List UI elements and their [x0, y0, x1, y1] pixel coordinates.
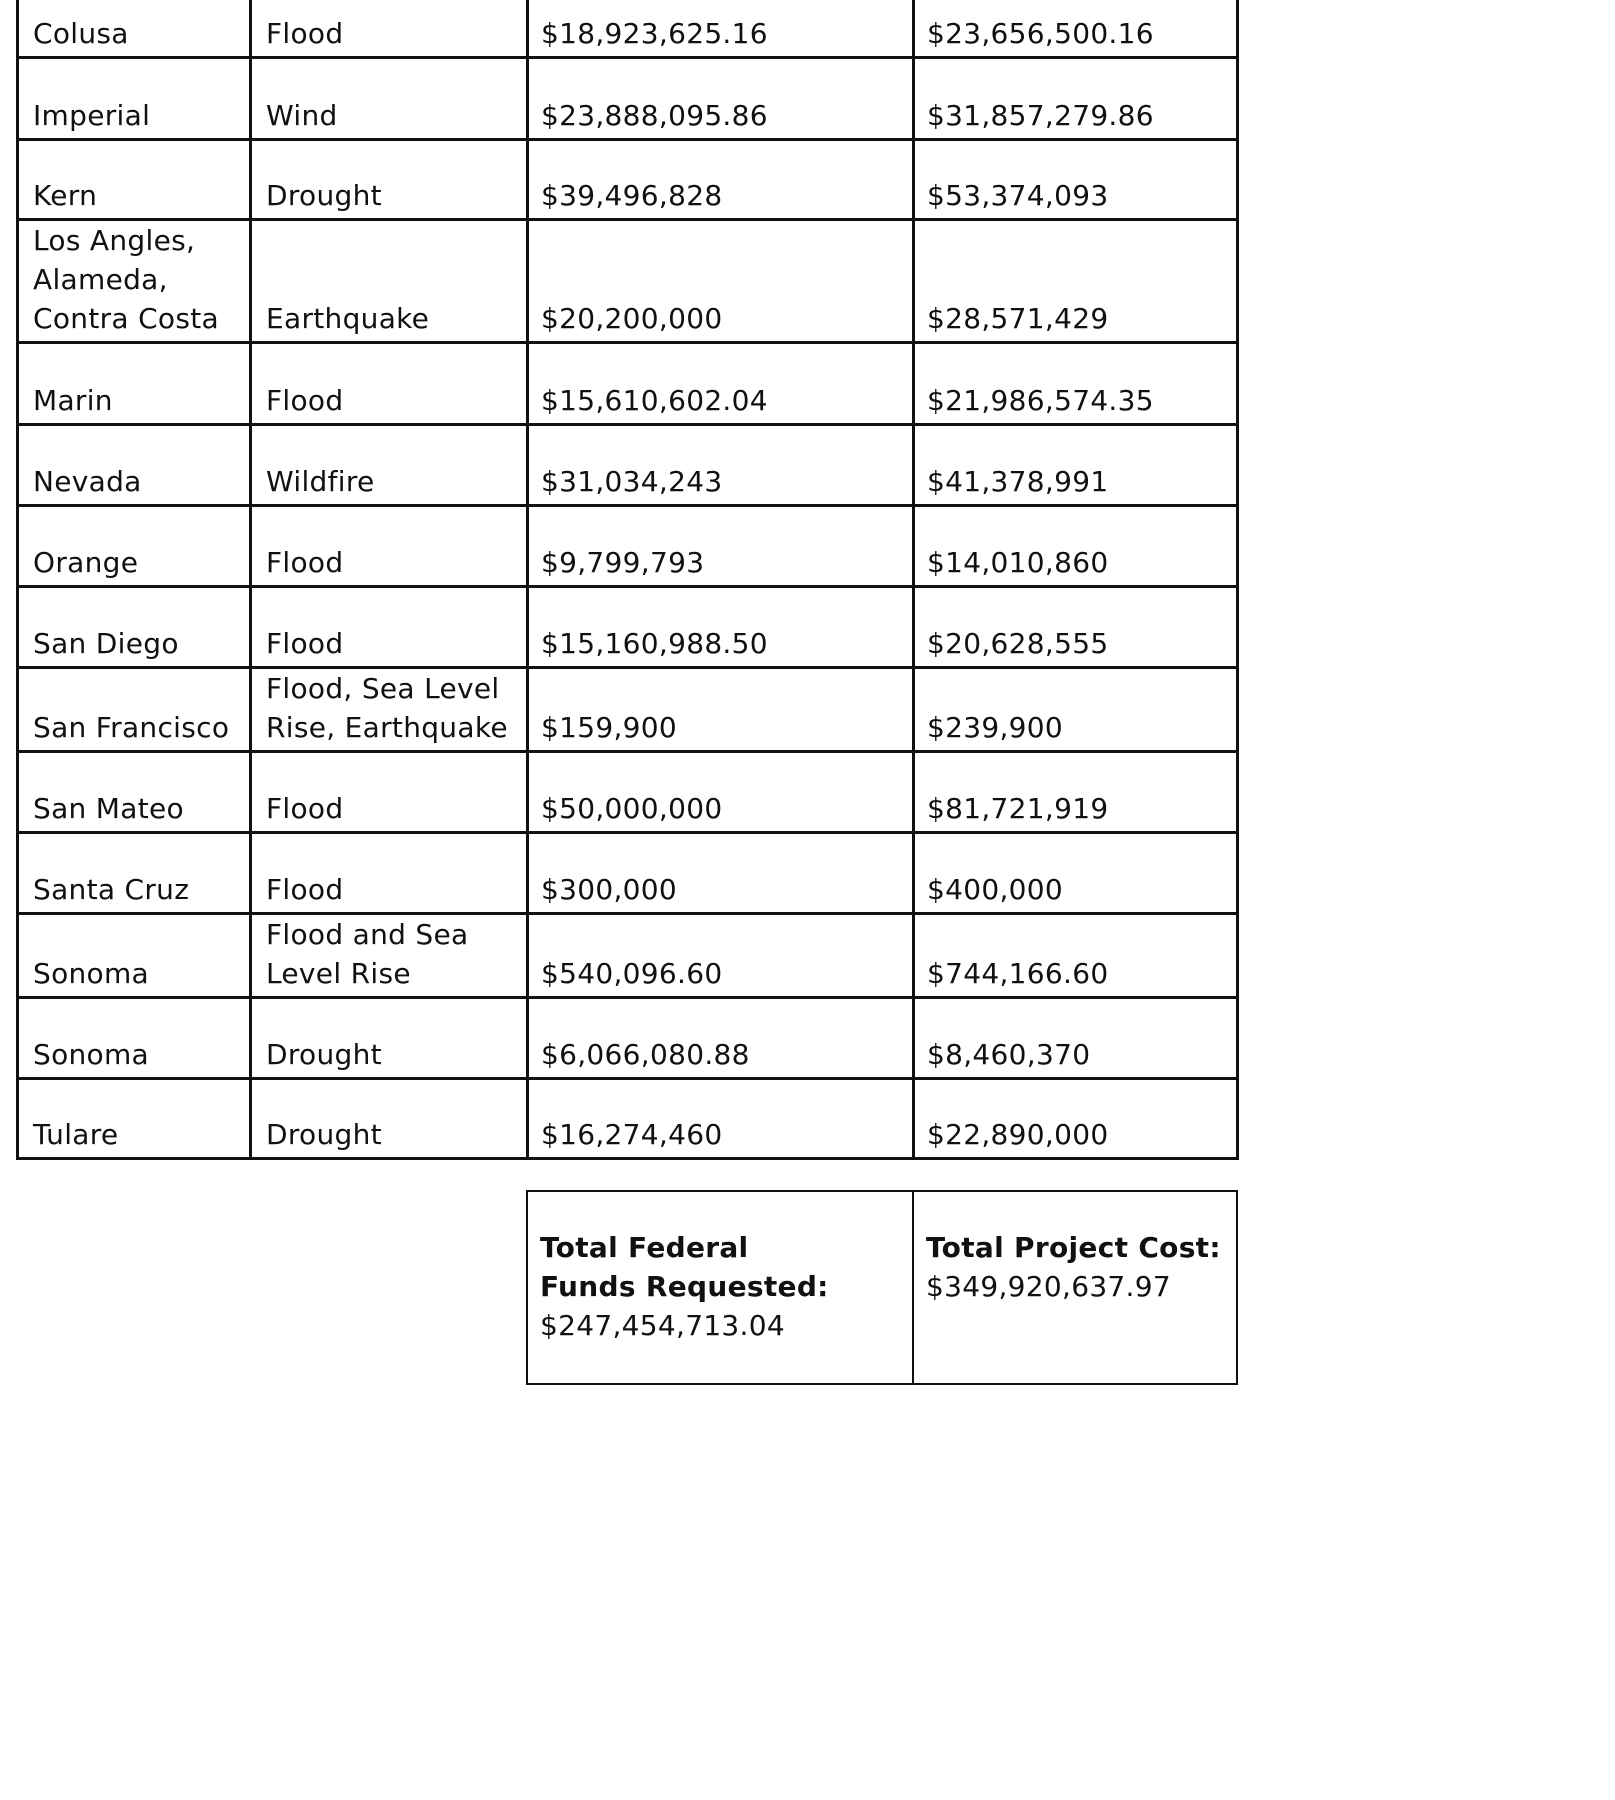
total-cost-cell: $14,010,860: [914, 506, 1238, 587]
table-row: [18, 140, 1238, 220]
total-cost-cell: $8,460,370: [914, 998, 1238, 1079]
county-cell: Orange: [18, 506, 251, 587]
federal-funds-cell: $6,066,080.88: [528, 998, 914, 1079]
total-cost-cell: $23,656,500.16: [914, 0, 1238, 58]
federal-funds-cell: $15,610,602.04: [528, 343, 914, 425]
total-project-value: $349,920,637.97: [926, 1270, 1171, 1303]
hazard-cell: Wildfire: [251, 425, 528, 506]
total-cost-cell: $21,986,574.35: [914, 343, 1238, 425]
total-federal-cell: [527, 1191, 913, 1384]
total-cost-cell: $239,900: [914, 668, 1238, 752]
county-cell: San Francisco: [18, 668, 251, 752]
federal-funds-cell: $20,200,000: [528, 220, 914, 343]
county-cell: San Diego: [18, 587, 251, 668]
federal-funds-cell: $540,096.60: [528, 914, 914, 998]
funding-table: [16, 0, 1239, 1160]
total-project-label: Total Project Cost:: [926, 1231, 1221, 1264]
total-cost-cell: $400,000: [914, 833, 1238, 914]
table-row: [18, 58, 1238, 140]
hazard-cell: Flood and Sea Level Rise: [251, 914, 528, 998]
county-cell: Nevada: [18, 425, 251, 506]
total-federal-label: Total Federal Funds Requested:: [540, 1231, 829, 1303]
county-cell: Colusa: [18, 0, 251, 58]
federal-funds-cell: $31,034,243: [528, 425, 914, 506]
table-row: [18, 1079, 1238, 1159]
federal-funds-cell: $159,900: [528, 668, 914, 752]
county-cell: Imperial: [18, 58, 251, 140]
federal-funds-cell: $16,274,460: [528, 1079, 914, 1159]
total-cost-cell: $41,378,991: [914, 425, 1238, 506]
hazard-cell: Flood: [251, 343, 528, 425]
table-row: [18, 668, 1238, 752]
total-cost-cell: $20,628,555: [914, 587, 1238, 668]
table-row: [18, 833, 1238, 914]
table-row: [18, 0, 1238, 58]
hazard-cell: Flood: [251, 833, 528, 914]
county-cell: Sonoma: [18, 998, 251, 1079]
hazard-cell: Earthquake: [251, 220, 528, 343]
totals-row: [527, 1191, 1237, 1384]
county-cell: San Mateo: [18, 752, 251, 833]
table-row: [18, 506, 1238, 587]
hazard-cell: Drought: [251, 1079, 528, 1159]
county-cell: Sonoma: [18, 914, 251, 998]
federal-funds-cell: $9,799,793: [528, 506, 914, 587]
federal-funds-cell: $15,160,988.50: [528, 587, 914, 668]
hazard-cell: Flood: [251, 587, 528, 668]
federal-funds-cell: $39,496,828: [528, 140, 914, 220]
total-cost-cell: $81,721,919: [914, 752, 1238, 833]
total-cost-cell: $744,166.60: [914, 914, 1238, 998]
county-cell: Marin: [18, 343, 251, 425]
table-row: [18, 587, 1238, 668]
county-cell: Los Angles, Alameda, Contra Costa: [18, 220, 251, 343]
table-row: [18, 220, 1238, 343]
table-row: [18, 425, 1238, 506]
total-cost-cell: $28,571,429: [914, 220, 1238, 343]
hazard-cell: Flood: [251, 752, 528, 833]
hazard-cell: Wind: [251, 58, 528, 140]
hazard-cell: Flood: [251, 506, 528, 587]
hazard-cell: Drought: [251, 140, 528, 220]
hazard-cell: Flood, Sea Level Rise, Earthquake: [251, 668, 528, 752]
county-cell: Kern: [18, 140, 251, 220]
federal-funds-cell: $23,888,095.86: [528, 58, 914, 140]
county-cell: Santa Cruz: [18, 833, 251, 914]
federal-funds-cell: $50,000,000: [528, 752, 914, 833]
county-cell: Tulare: [18, 1079, 251, 1159]
hazard-cell: Drought: [251, 998, 528, 1079]
total-federal-value: $247,454,713.04: [540, 1309, 785, 1342]
total-cost-cell: $31,857,279.86: [914, 58, 1238, 140]
table-row: [18, 343, 1238, 425]
total-cost-cell: $22,890,000: [914, 1079, 1238, 1159]
total-project-cell: [913, 1191, 1237, 1384]
federal-funds-cell: $300,000: [528, 833, 914, 914]
hazard-cell: Flood: [251, 0, 528, 58]
total-cost-cell: $53,374,093: [914, 140, 1238, 220]
table-row: [18, 914, 1238, 998]
totals-table: [526, 1190, 1238, 1385]
table-row: [18, 998, 1238, 1079]
table-row: [18, 752, 1238, 833]
federal-funds-cell: $18,923,625.16: [528, 0, 914, 58]
